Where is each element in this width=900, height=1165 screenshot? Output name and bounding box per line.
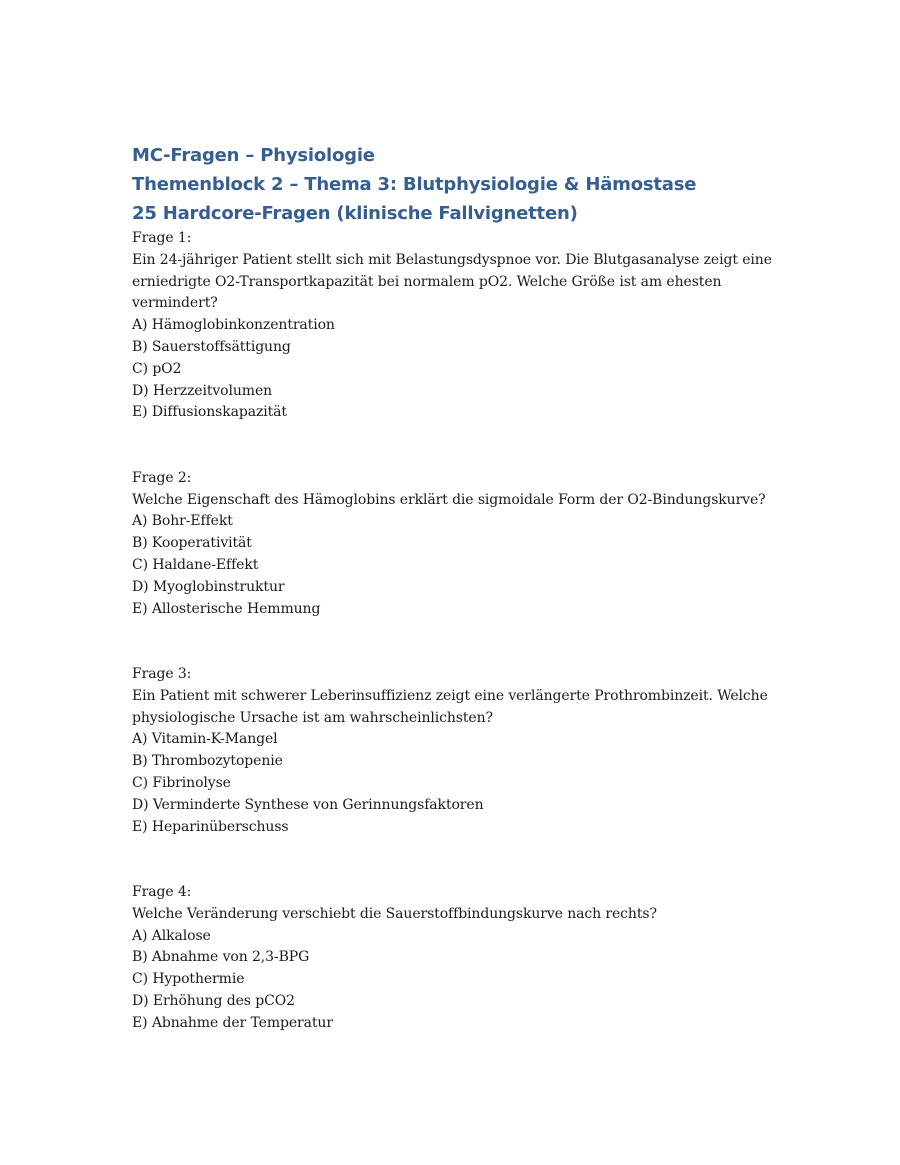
answer-option-a: A) Alkalose bbox=[132, 927, 211, 944]
answer-option-b: B) Sauerstoffsättigung bbox=[132, 338, 291, 355]
question-text-line: Ein Patient mit schwerer Leberinsuffizienz zeigt eine verlängerte Prothrombinzeit. Welche bbox=[132, 687, 768, 704]
answer-option-d: D) Erhöhung des pCO2 bbox=[132, 992, 295, 1009]
question-1 bbox=[132, 228, 772, 424]
question-spacer bbox=[132, 424, 772, 468]
question-label: Frage 3: bbox=[132, 665, 192, 682]
question-spacer bbox=[132, 838, 772, 882]
document-subtitle-topic: Themenblock 2 – Thema 3: Blutphysiologie & Hämostase bbox=[132, 174, 697, 195]
document-title: MC-Fragen – Physiologie bbox=[132, 145, 375, 166]
answer-option-b: B) Kooperativität bbox=[132, 535, 252, 552]
question-label: Frage 4: bbox=[132, 883, 192, 900]
answer-option-b: B) Abnahme von 2,3-BPG bbox=[132, 949, 310, 966]
question-text-line: Welche Veränderung verschiebt die Sauerstoffbindungskurve nach rechts? bbox=[132, 905, 657, 922]
question-text-line: Welche Eigenschaft des Hämoglobins erklärt die sigmoidale Form der O2-Bindungskurve? bbox=[132, 491, 766, 508]
answer-option-c: C) Hypothermie bbox=[132, 971, 245, 988]
question-text-line: physiologische Ursache ist am wahrscheinlichsten? bbox=[132, 709, 493, 726]
question-spacer bbox=[132, 620, 772, 664]
question-3 bbox=[132, 664, 772, 838]
answer-option-b: B) Thrombozytopenie bbox=[132, 753, 283, 770]
document-subtitle-count: 25 Hardcore-Fragen (klinische Fallvignetten) bbox=[132, 203, 578, 224]
answer-option-c: C) pO2 bbox=[132, 360, 182, 377]
question-list bbox=[132, 228, 772, 1034]
question-label: Frage 2: bbox=[132, 469, 192, 486]
question-4 bbox=[132, 882, 772, 1035]
answer-option-c: C) Haldane-Effekt bbox=[132, 556, 259, 573]
answer-option-d: D) Myoglobinstruktur bbox=[132, 578, 285, 595]
question-label: Frage 1: bbox=[132, 230, 192, 246]
answer-option-e: E) Diffusionskapazität bbox=[132, 404, 287, 421]
answer-option-d: D) Herzzeitvolumen bbox=[132, 382, 273, 399]
answer-option-d: D) Verminderte Synthese von Gerinnungsfaktoren bbox=[132, 796, 484, 813]
answer-option-e: E) Allosterische Hemmung bbox=[132, 600, 321, 617]
answer-option-a: A) Bohr-Effekt bbox=[132, 513, 233, 530]
answer-option-e: E) Abnahme der Temperatur bbox=[132, 1014, 333, 1031]
answer-option-e: E) Heparinüberschuss bbox=[132, 818, 289, 835]
answer-option-a: A) Vitamin-K-Mangel bbox=[132, 731, 278, 748]
question-2 bbox=[132, 468, 772, 621]
question-text-line: vermindert? bbox=[132, 295, 218, 312]
document-content bbox=[132, 141, 772, 1034]
question-text-line: erniedrigte O2-Transportkapazität bei normalem pO2. Welche Größe ist am ehesten bbox=[132, 273, 722, 290]
answer-option-a: A) Hämoglobinkonzentration bbox=[132, 317, 335, 334]
answer-option-c: C) Fibrinolyse bbox=[132, 774, 231, 791]
question-text-line: Ein 24-jähriger Patient stellt sich mit Belastungsdyspnoe vor. Die Blutgasanalyse zeigt eine bbox=[132, 251, 772, 268]
